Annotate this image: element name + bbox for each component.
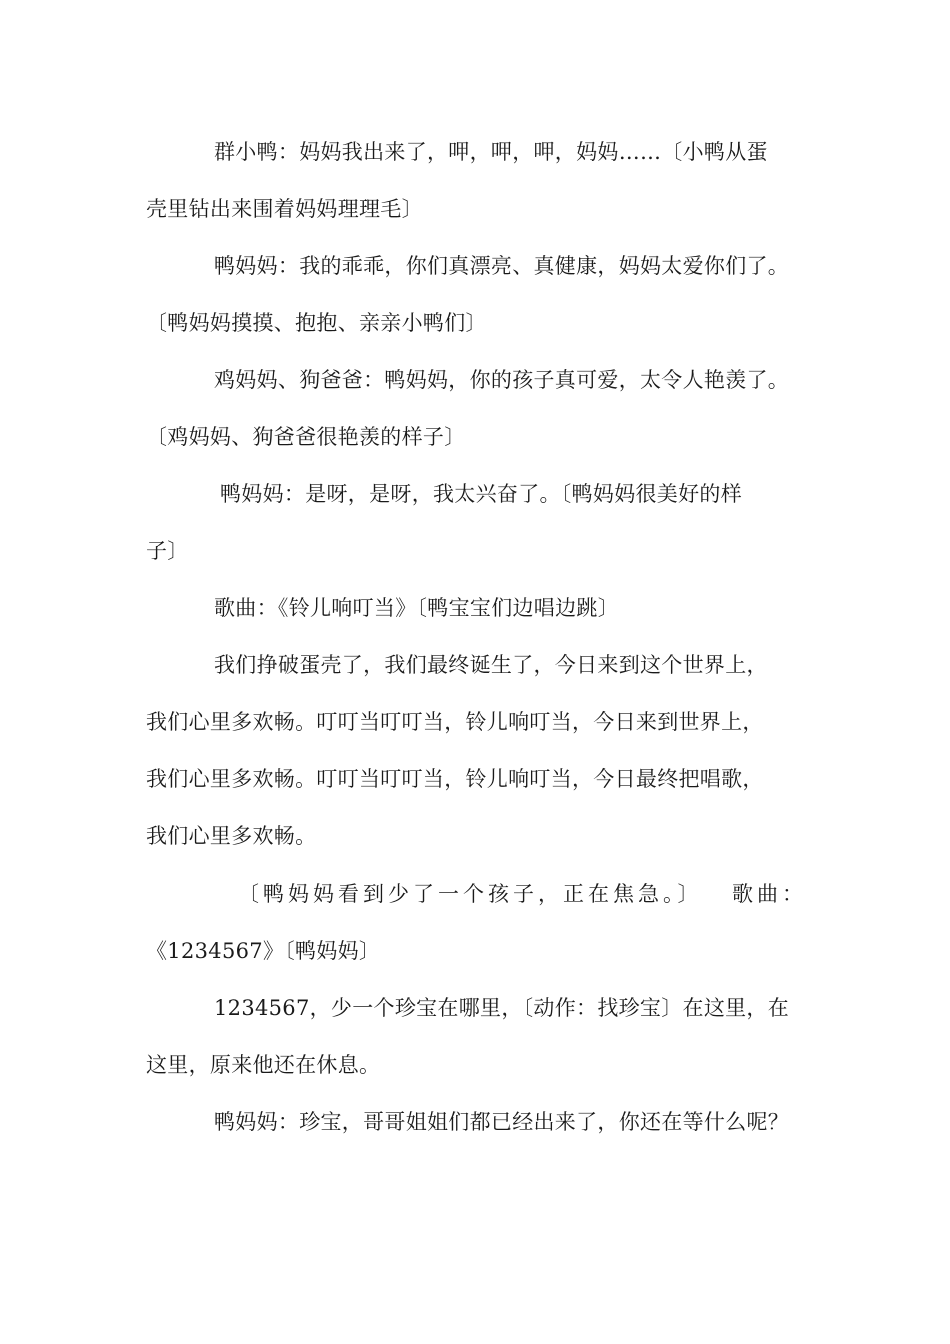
text-line: 我们心里多欢畅。 — [146, 824, 317, 848]
text-line: 我们心里多欢畅。叮叮当叮叮当，铃儿响叮当，今日来到世界上， — [146, 710, 764, 734]
text-line: 子〕 — [146, 539, 189, 563]
text-line: 我们挣破蛋壳了，我们最终诞生了，今日来到这个世界上， — [214, 653, 768, 677]
text-line: 〔鸭妈妈摸摸、抱抱、亲亲小鸭们〕 — [146, 311, 487, 335]
text-line: 鸭妈妈：珍宝，哥哥姐姐们都已经出来了，你还在等什么呢？ — [214, 1110, 790, 1134]
text-line: 〔鸭妈妈看到少了一个孩子，正在焦急。〕 — [238, 882, 703, 906]
text-line: 1234567，少一个珍宝在哪里，〔动作：找珍宝〕在这里，在 — [214, 996, 790, 1020]
text-line: 壳里钻出来围着妈妈理理毛〕 — [146, 197, 423, 221]
text-line: 鸭妈妈：我的乖乖，你们真漂亮、真健康，妈妈太爱你们了。 — [214, 254, 790, 278]
text-line: 群小鸭：妈妈我出来了，呷，呷，呷，妈妈……〔小鸭从蛋 — [214, 140, 768, 164]
text-line: 这里，原来他还在休息。 — [146, 1053, 381, 1077]
text-line: 歌曲： — [732, 882, 807, 906]
text-line: 歌曲：《铃儿响叮当》〔鸭宝宝们边唱边跳〕 — [214, 596, 619, 620]
text-line: 我们心里多欢畅。叮叮当叮叮当，铃儿响叮当，今日最终把唱歌， — [146, 767, 764, 791]
text-line: 鸡妈妈、狗爸爸：鸭妈妈，你的孩子真可爱，太令人艳羡了。 — [214, 368, 790, 392]
text-line: 〔鸡妈妈、狗爸爸很艳羡的样子〕 — [146, 425, 466, 449]
text-line: 鸭妈妈：是呀，是呀，我太兴奋了。〔鸭妈妈很美好的样 — [220, 482, 742, 506]
text-line: 《1234567》〔鸭妈妈〕 — [146, 939, 381, 963]
